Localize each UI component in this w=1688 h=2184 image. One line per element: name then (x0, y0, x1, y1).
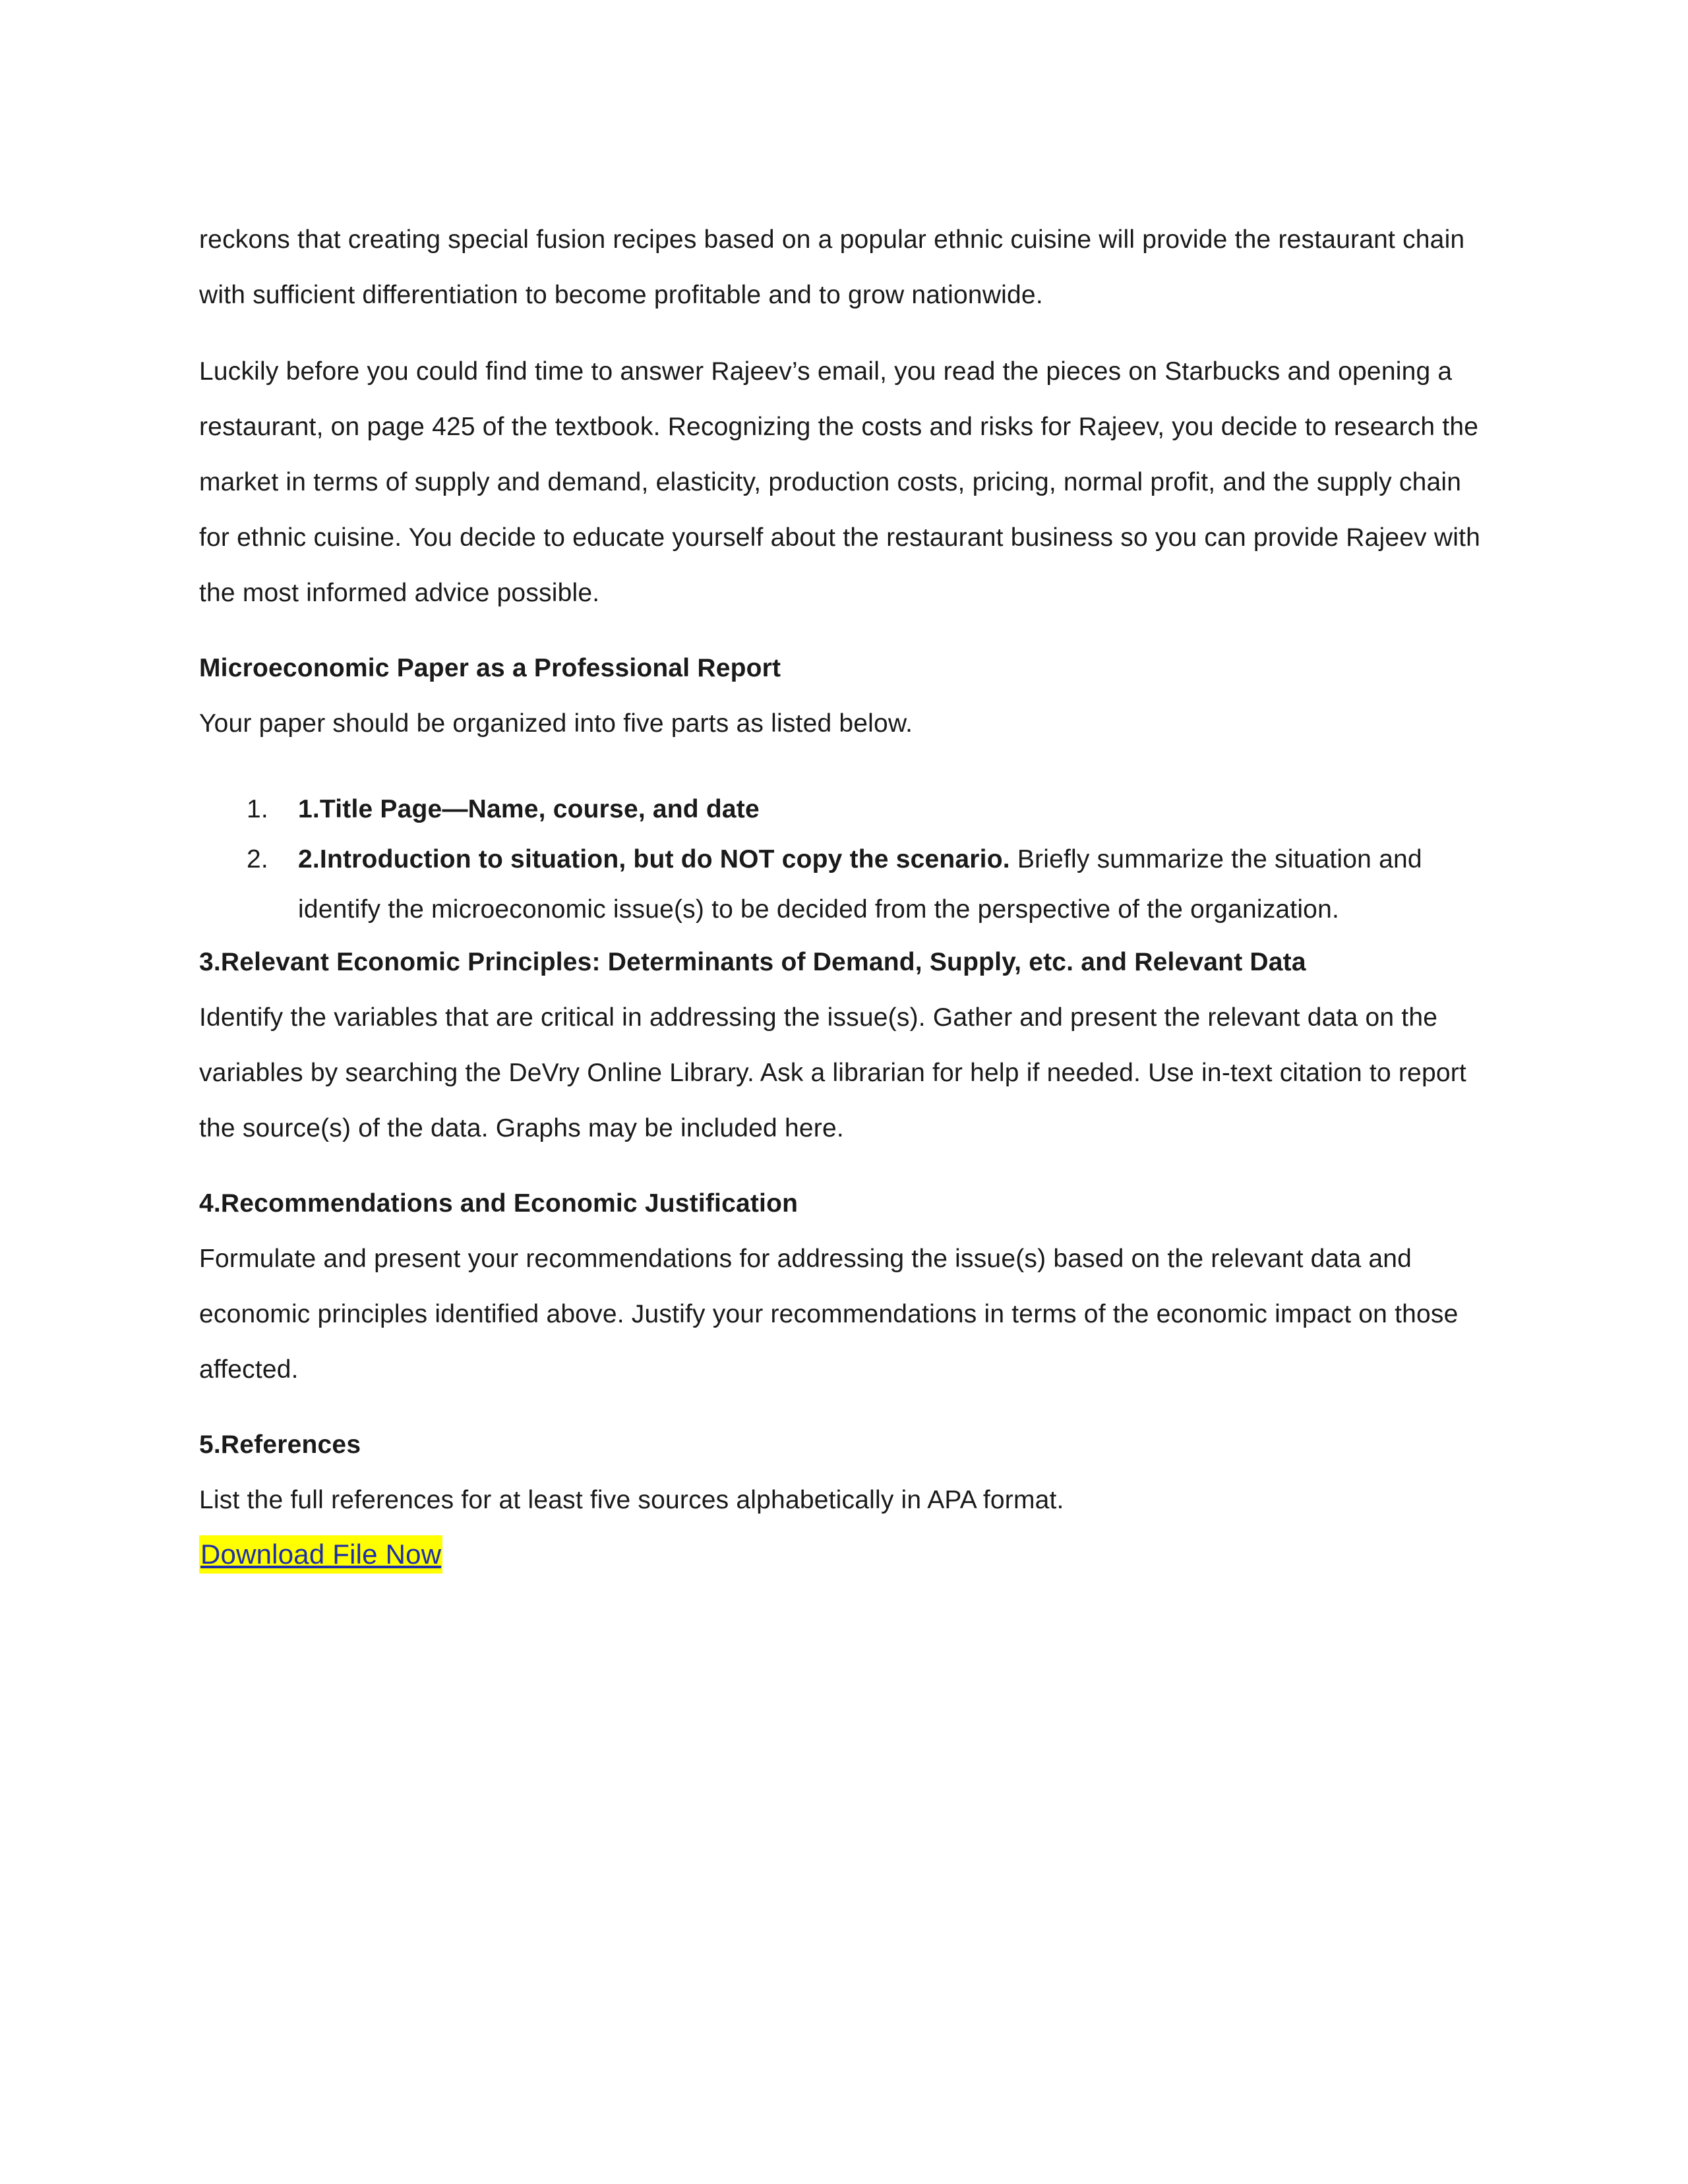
list-item-title: 1.Title Page—Name, course, and date (298, 795, 760, 823)
list-item-text: Briefly summarize the situation and identify the microeconomic issue(s) to be decided from the perspective of the organization. (298, 845, 1422, 924)
section3-body: Identify the variables that are critical in addressing the issue(s). Gather and present the relevant data on the variables by searching the DeVry Online Library. Ask a librarian for help if needed. Use in-text citation to report the source(s) of the data. Graphs may be included here. (199, 1003, 1466, 1142)
list-item-title: 2.Introduction to situation, but do NOT copy the scenario. (298, 845, 1010, 873)
list-item (199, 784, 1492, 835)
section3-heading: 3.Relevant Economic Principles: Determinants of Demand, Supply, etc. and Relevant Data (199, 948, 1306, 976)
section5-heading: 5.References (199, 1431, 361, 1459)
report-intro-text: Your paper should be organized into five parts as listed below. (199, 709, 913, 738)
section5-body: List the full references for at least five sources alphabetically in APA format. (199, 1486, 1064, 1514)
list-item-number: 2. (247, 845, 268, 873)
luckily-paragraph: Luckily before you could find time to answer Rajeev’s email, you read the pieces on Starbucks and opening a restaurant, on page 425 of the textbook. Recognizing the costs and risks for Rajeev, you decide to research the market in terms of supply and demand, elasticity, production costs, pricing, normal profit, and the supply chain for ethnic cuisine. You decide to educate yourself about the restaurant business so you can provide Rajeev with the most informed advice possible. (199, 357, 1481, 607)
document-body (199, 212, 1492, 1583)
report-heading: Microeconomic Paper as a Professional Report (199, 654, 781, 682)
section4-heading: 4.Recommendations and Economic Justification (199, 1189, 799, 1218)
download-file-link[interactable]: Download File Now (199, 1535, 442, 1574)
list-item (199, 835, 1492, 935)
parts-list (199, 784, 1492, 935)
intro-continuation-paragraph: reckons that creating special fusion recipes based on a popular ethnic cuisine will provide the restaurant chain with sufficient differentiation to become profitable and to grow nationwide. (199, 225, 1465, 309)
section4-body: Formulate and present your recommendations for addressing the issue(s) based on the relevant data and economic principles identified above. Justify your recommendations in terms of the economic impact on those affected. (199, 1245, 1459, 1384)
list-item-number: 1. (247, 795, 268, 823)
